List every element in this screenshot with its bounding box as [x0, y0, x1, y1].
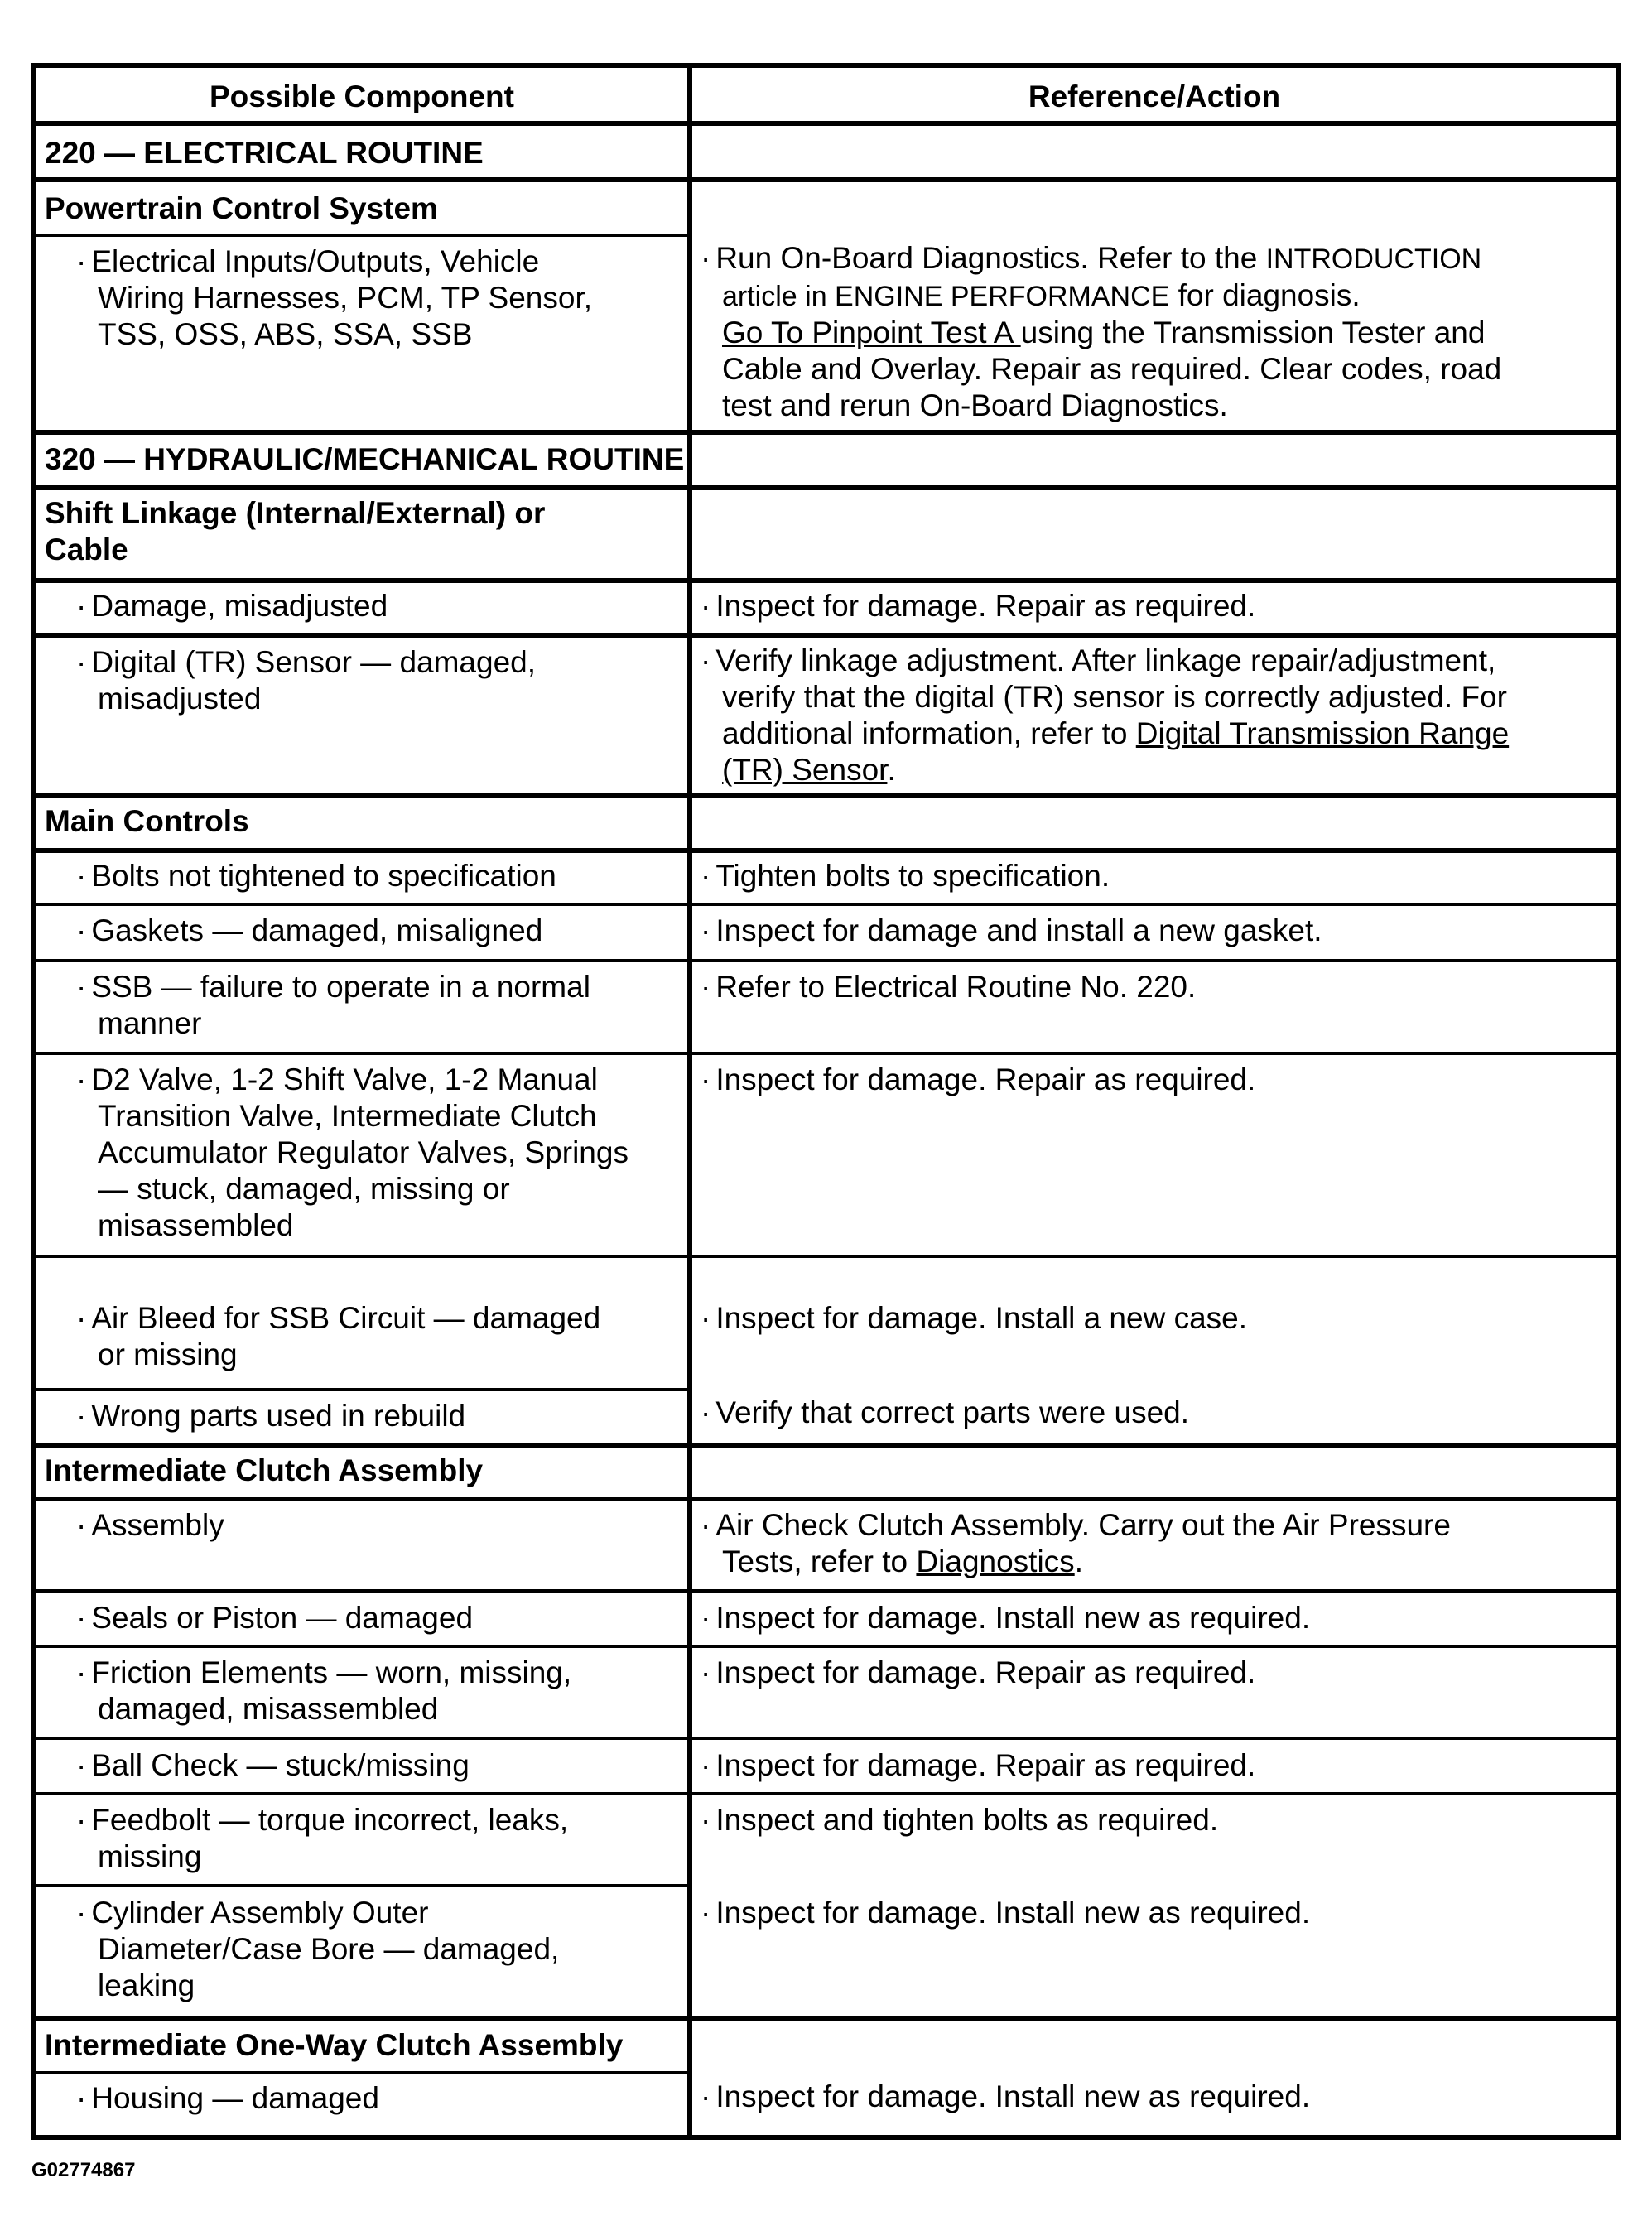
- section-hydraulic: 320 — HYDRAULIC/MECHANICAL ROUTINE: [45, 442, 685, 476]
- component-digital-tr: · Digital (TR) Sensor — damaged, misadjusted: [76, 645, 537, 716]
- rule: [36, 1792, 1616, 1795]
- rule: [36, 903, 1616, 906]
- component-electrical-io: · Electrical Inputs/Outputs, Vehicle Wiring Harnesses, PCM, TP Sensor, TSS, OSS, ABS, SSA, SSB: [76, 244, 593, 351]
- component-feedbolt: · Feedbolt — torque incorrect, leaks, missing: [76, 1803, 569, 1873]
- component-bolts: · Bolts not tightened to specification: [76, 859, 556, 893]
- action-refer-220: · Refer to Electrical Routine No. 220.: [701, 970, 1197, 1004]
- rule: [36, 793, 1616, 798]
- rule: [36, 177, 1616, 182]
- action-verify-linkage: · Verify linkage adjustment. After linkage repair/adjustment, verify that the digital (TR) sensor is correctly adjusted. For additional information, refer to Digital Transmission Range (TR) Sensor.: [701, 643, 1510, 787]
- figure-id: G02774867: [31, 2159, 136, 2181]
- action-verify-parts: · Verify that correct parts were used.: [701, 1395, 1190, 1429]
- rule: [36, 633, 1616, 638]
- component-cylinder: · Cylinder Assembly Outer Diameter/Case Bore — damaged, leaking: [76, 1896, 560, 2002]
- rule: [36, 485, 1616, 490]
- action-install-new-2: · Inspect for damage. Install new as required.: [701, 1896, 1311, 1930]
- header-action: Reference/Action: [1028, 80, 1281, 113]
- rule: [36, 1589, 1616, 1593]
- rule: [36, 121, 1616, 126]
- rule: [36, 1884, 687, 1887]
- rule: [36, 234, 687, 237]
- link-tr-sensor[interactable]: (TR) Sensor: [722, 753, 888, 787]
- action-run-obd: · Run On-Board Diagnostics. Refer to the INTRODUCTION article in ENGINE PERFORMANCE for diagnosis. Go To Pinpoint Test A using the Transmission Tester and Cable and Overlay. Repair as required. Clear codes, road test and rerun On-Board Diagnostics.: [701, 241, 1502, 422]
- action-inspect-repair-2: · Inspect for damage. Repair as required.: [701, 1062, 1256, 1096]
- component-gaskets: · Gaskets — damaged, misaligned: [76, 913, 543, 947]
- action-new-gasket: · Inspect for damage and install a new gasket.: [701, 913, 1322, 947]
- link-pinpoint-test-a[interactable]: Go To Pinpoint Test A: [722, 316, 1021, 349]
- rule: [36, 1737, 1616, 1740]
- action-inspect-repair-4: · Inspect for damage. Repair as required.: [701, 1748, 1256, 1782]
- rule: [36, 1645, 1616, 1648]
- rule: [36, 2016, 1616, 2021]
- component-assembly: · Assembly: [76, 1508, 224, 1542]
- action-inspect-repair-1: · Inspect for damage. Repair as required.: [701, 589, 1256, 623]
- rule: [36, 848, 1616, 853]
- section-electrical: 220 — ELECTRICAL ROUTINE: [45, 136, 484, 170]
- action-tighten-required: · Inspect and tighten bolts as required.: [701, 1803, 1219, 1837]
- column-divider: [687, 68, 692, 2135]
- component-ball-check: · Ball Check — stuck/missing: [76, 1748, 470, 1782]
- component-wrong-parts: · Wrong parts used in rebuild: [76, 1399, 466, 1433]
- component-damage-misadjusted: · Damage, misadjusted: [76, 589, 388, 623]
- component-friction: · Friction Elements — worn, missing, damaged, misassembled: [76, 1655, 572, 1726]
- rule: [36, 1497, 1616, 1501]
- component-housing: · Housing — damaged: [76, 2081, 379, 2115]
- action-install-new-1: · Inspect for damage. Install new as required.: [701, 1601, 1311, 1635]
- group-shift-linkage: Shift Linkage (Internal/External) or Cable: [45, 496, 546, 566]
- group-intermediate-clutch: Intermediate Clutch Assembly: [45, 1453, 484, 1487]
- rule: [36, 1052, 1616, 1055]
- group-main-controls: Main Controls: [45, 804, 249, 838]
- rule: [36, 1443, 1616, 1448]
- component-seals: · Seals or Piston — damaged: [76, 1601, 474, 1635]
- rule: [36, 1255, 1616, 1258]
- component-air-bleed: · Air Bleed for SSB Circuit — damaged or missing: [76, 1301, 601, 1371]
- header-component: Possible Component: [210, 80, 514, 113]
- rule: [36, 959, 1616, 962]
- action-tighten: · Tighten bolts to specification.: [701, 859, 1110, 893]
- action-inspect-repair-3: · Inspect for damage. Repair as required.: [701, 1655, 1256, 1689]
- action-new-case: · Inspect for damage. Install a new case.: [701, 1301, 1248, 1335]
- link-digital-tr-sensor[interactable]: Digital Transmission Range: [1135, 716, 1510, 750]
- group-powertrain: Powertrain Control System: [45, 191, 438, 225]
- rule: [36, 1388, 687, 1391]
- rule: [36, 578, 1616, 583]
- link-diagnostics[interactable]: Diagnostics: [916, 1544, 1075, 1578]
- action-air-check: · Air Check Clutch Assembly. Carry out the Air Pressure Tests, refer to Diagnostics.: [701, 1508, 1451, 1578]
- rule: [36, 2071, 687, 2074]
- component-d2-valve: · D2 Valve, 1-2 Shift Valve, 1-2 Manual Transition Valve, Intermediate Clutch Accumulator Regulator Valves, Springs — stuck, damaged, missing or misassembled: [76, 1062, 629, 1242]
- rule: [36, 430, 1616, 435]
- group-one-way-clutch: Intermediate One-Way Clutch Assembly: [45, 2028, 624, 2062]
- component-ssb: · SSB — failure to operate in a normal manner: [76, 970, 590, 1040]
- action-install-new-3: · Inspect for damage. Install new as required.: [701, 2079, 1311, 2113]
- diagnostic-table: [31, 63, 1621, 2140]
